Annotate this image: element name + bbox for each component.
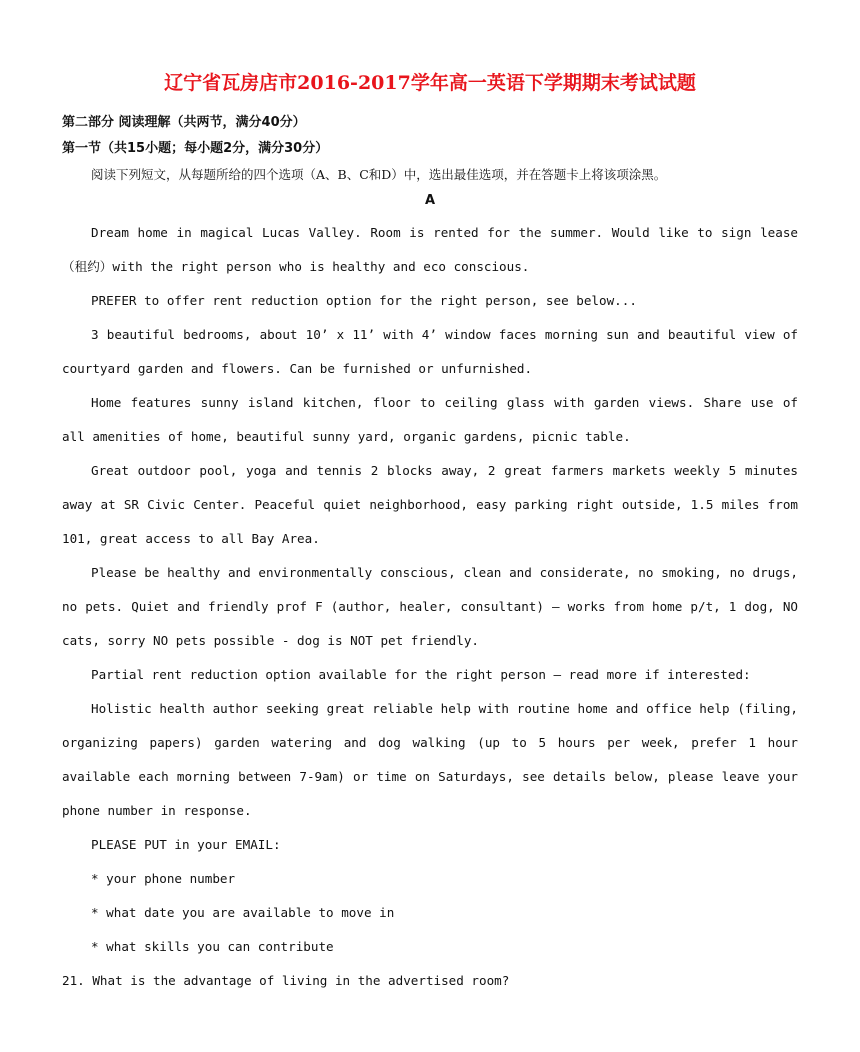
paragraph: Partial rent reduction option available for the right person — read more if interested: <box>91 667 751 682</box>
bullet-item: * your phone number <box>91 871 236 886</box>
document-title: 辽宁省瓦房店市2016-2017学年高一英语下学期期末考试试题 <box>164 72 696 94</box>
paragraph: Dream home in magical Lucas Valley. Room is rented for the summer. Would like to sign lease（租约）with the right person who is healthy and eco conscious. <box>62 225 798 274</box>
paragraph: Home features sunny island kitchen, floor to ceiling glass with garden views. Share use of all amenities of home, beautiful sunny yard, organic gardens, picnic table. <box>62 395 798 444</box>
paragraph: PLEASE PUT in your EMAIL: <box>91 837 281 852</box>
bullet-item: * what date you are available to move in <box>91 905 395 920</box>
instruction-text: 阅读下列短文，从每题所给的四个选项（A、B、C和D）中，选出最佳选项，并在答题卡上将该项涂黑。 <box>91 167 667 182</box>
passage-label: A <box>424 193 436 208</box>
question-21: 21. What is the advantage of living in the advertised room? <box>62 973 510 988</box>
section-heading: 第一节（共15小题；每小题2分，满分30分） <box>62 141 329 156</box>
paragraph: 3 beautiful bedrooms, about 10’ x 11’ with 4’ window faces morning sun and beautiful view of courtyard garden and flowers. Can be furnished or unfurnished. <box>62 327 798 376</box>
paragraph: PREFER to offer rent reduction option for the right person, see below... <box>91 293 637 308</box>
paragraph: Great outdoor pool, yoga and tennis 2 blocks away, 2 great farmers markets weekly 5 minutes away at SR Civic Center. Peaceful quiet neighborhood, easy parking right outside, 1.5 miles from 101, great access to all Bay Area. <box>62 463 798 546</box>
paragraph: Holistic health author seeking great reliable help with routine home and office help (filing, organizing papers) garden watering and dog walking (up to 5 hours per week, prefer 1 hour available each morning between 7-9am) or time on Saturdays, see details below, please leave your phone number in response. <box>62 701 798 818</box>
paragraph: Please be healthy and environmentally conscious, clean and considerate, no smoking, no drugs, no pets. Quiet and friendly prof F (author, healer, consultant) — works from home p/t, 1 dog, NO cats, sorry NO pets possible - dog is NOT pet friendly. <box>62 565 798 648</box>
bullet-item: * what skills you can contribute <box>91 939 334 954</box>
part-heading: 第二部分 阅读理解（共两节，满分40分） <box>62 115 306 130</box>
